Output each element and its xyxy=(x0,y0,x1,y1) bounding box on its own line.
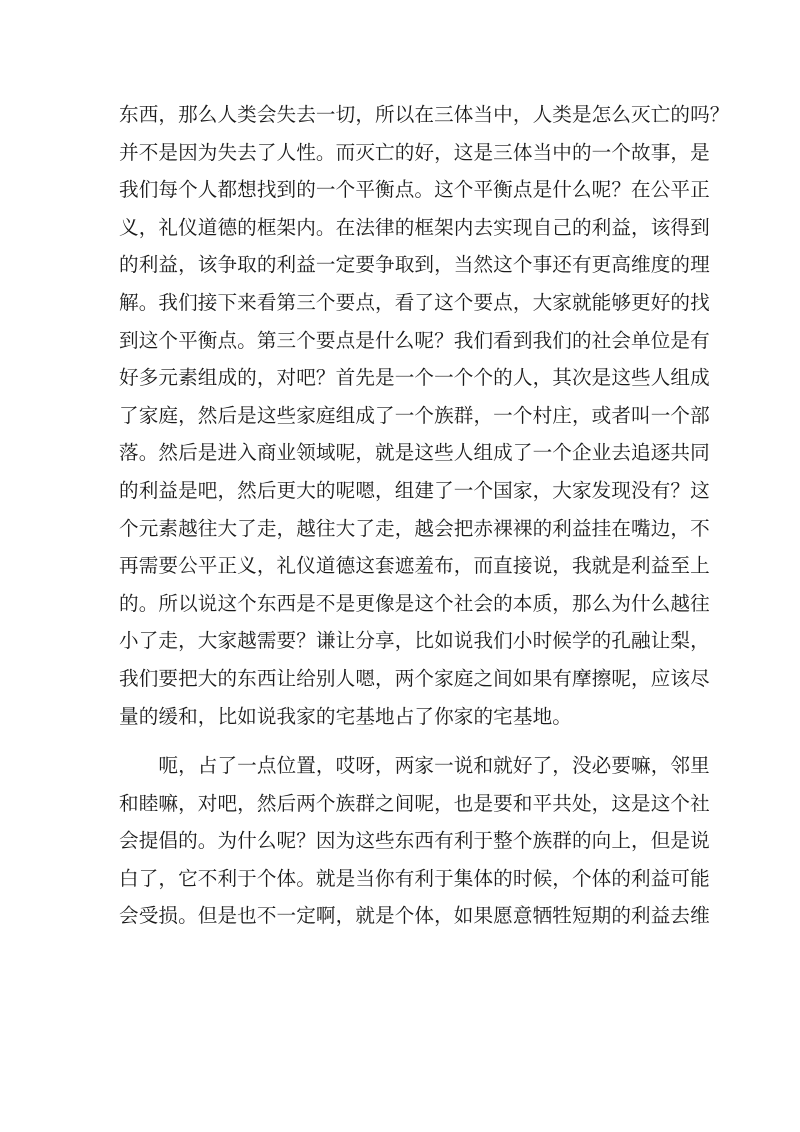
text-line: 的利益是吧，然后更大的呢嗯，组建了一个国家，大家发现没有？这 xyxy=(119,478,710,502)
paragraph-1 xyxy=(119,96,730,735)
text-line: 东西，那么人类会失去一切，所以在三体当中，人类是怎么灭亡的吗？ xyxy=(119,103,730,126)
text-line: 和睦嘛，对吧，然后两个族群之间呢，也是要和平共处，这是这个社 xyxy=(119,791,710,815)
text-line: 并不是因为失去了人性。而灭亡的好，这是三体当中的一个故事，是 xyxy=(119,140,710,164)
text-line: 小了走，大家越需要？谦让分享，比如说我们小时候学的孔融让梨， xyxy=(119,629,710,653)
text-line: 再需要公平正义，礼仪道德这套遮羞布，而直接说，我就是利益至上 xyxy=(119,554,710,578)
paragraph-gap xyxy=(119,735,685,747)
text-line: 的利益，该争取的利益一定要争取到，当然这个事还有更高维度的理 xyxy=(119,253,710,277)
text-line: 个元素越往大了走，越往大了走，越会把赤裸裸的利益挂在嘴边，不 xyxy=(119,516,710,540)
text-line: 呃，占了一点位置，哎呀，两家一说和就好了，没必要嘛，邻里 xyxy=(119,754,710,778)
text-line: 解。我们接下来看第三个要点，看了这个要点，大家就能够更好的找 xyxy=(119,290,710,314)
text-line: 了家庭，然后是这些家庭组成了一个族群，一个村庄，或者叫一个部 xyxy=(119,403,710,427)
text-line: 我们每个人都想找到的一个平衡点。这个平衡点是什么呢？在公平正 xyxy=(119,178,710,202)
text-line: 白了，它不利于个体。就是当你有利于集体的时候，个体的利益可能 xyxy=(119,866,710,890)
text-line: 量的缓和，比如说我家的宅基地占了你家的宅基地。 xyxy=(119,704,572,728)
text-line: 义，礼仪道德的框架内。在法律的框架内去实现自己的利益，该得到 xyxy=(119,215,710,239)
text-line: 会受损。但是也不一定啊，就是个体，如果愿意牺牲短期的利益去维 xyxy=(119,904,710,928)
text-line: 好多元素组成的，对吧？首先是一个一个个的人，其次是这些人组成 xyxy=(119,366,710,390)
text-line: 的。所以说这个东西是不是更像是这个社会的本质，那么为什么越往 xyxy=(119,591,710,615)
text-line: 落。然后是进入商业领域呢，就是这些人组成了一个企业去追逐共同 xyxy=(119,441,710,465)
text-line: 会提倡的。为什么呢？因为这些东西有利于整个族群的向上，但是说 xyxy=(119,829,710,853)
document-body xyxy=(119,96,730,935)
text-line: 我们要把大的东西让给别人嗯，两个家庭之间如果有摩擦呢，应该尽 xyxy=(119,666,710,690)
text-line: 到这个平衡点。第三个要点是什么呢？我们看到我们的社会单位是有 xyxy=(119,328,710,352)
paragraph-2 xyxy=(119,747,710,935)
